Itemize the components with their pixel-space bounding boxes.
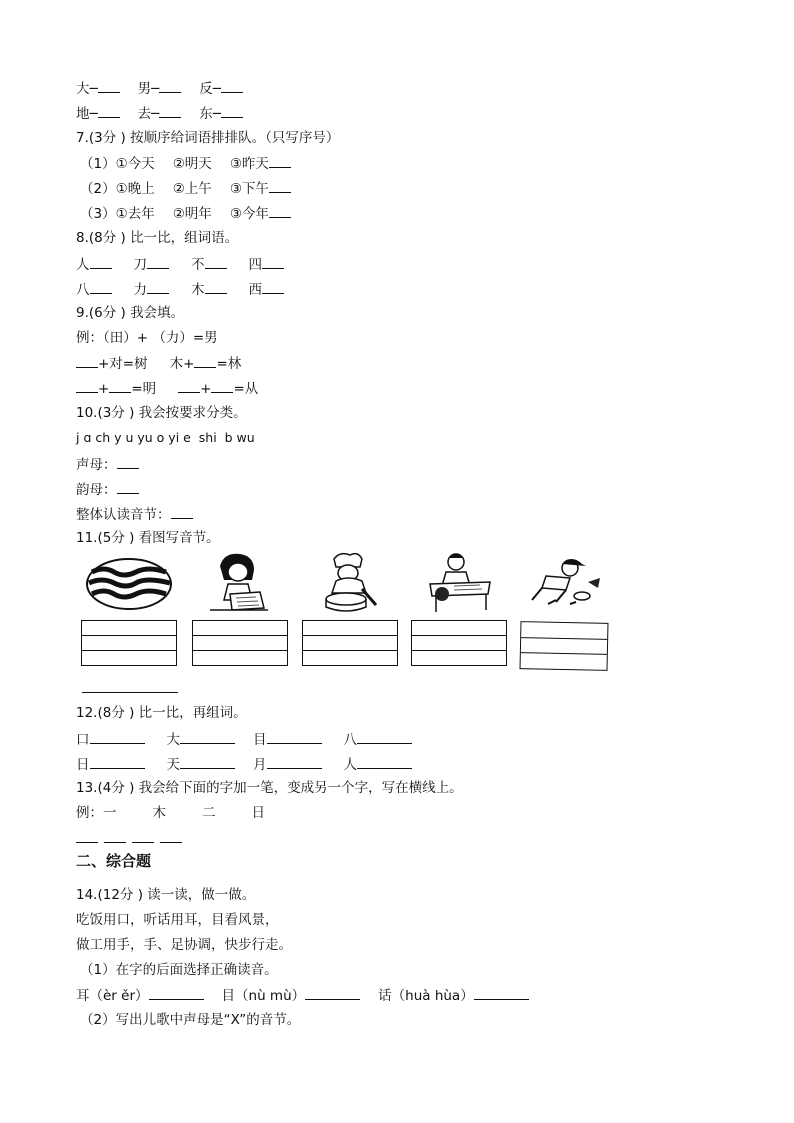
answer-blank[interactable] — [90, 729, 145, 744]
q14-choices: 耳（èr ěr） 目（nù mù） 话（huà hùa） — [76, 985, 529, 1006]
answer-blank[interactable] — [159, 103, 181, 118]
pinyin-writing-box[interactable] — [192, 620, 288, 666]
watermelon-icon — [84, 556, 174, 612]
top-row-2: 地─ 去─ 东─ — [76, 103, 243, 124]
q10-title: 10.(3分 ) 我会按要求分类。 — [76, 405, 247, 421]
q10-letters: j ɑ ch y u yu o yi e shi b wu — [76, 430, 255, 445]
answer-blank[interactable] — [221, 103, 243, 118]
pinyin-writing-box[interactable] — [302, 620, 398, 666]
q13-blanks — [76, 828, 182, 849]
answer-blank[interactable] — [221, 78, 243, 93]
answer-blank[interactable] — [109, 378, 131, 393]
q10-zhengti: 整体认读音节： — [76, 504, 193, 525]
pinyin-writing-box[interactable] — [520, 621, 609, 671]
q9-row-1: +对=树 木+ =林 — [76, 353, 241, 374]
top-row-1: 大─ 男─ 反─ — [76, 78, 243, 99]
answer-blank[interactable] — [305, 985, 360, 1000]
q12-row-2: 日 天 月 人 — [76, 754, 412, 775]
answer-blank[interactable] — [76, 378, 98, 393]
q14-poem-line-2: 做工用手，手、足协调，快步行走。 — [76, 937, 292, 953]
answer-blank[interactable] — [267, 754, 322, 769]
answer-blank[interactable] — [90, 279, 112, 294]
q11-title: 11.(5分 ) 看图写音节。 — [76, 530, 220, 546]
pinyin-writing-box[interactable] — [411, 620, 507, 666]
answer-blank[interactable] — [180, 754, 235, 769]
q7-title: 7.(3分 ) 按顺序给词语排排队。（只写序号） — [76, 130, 340, 146]
answer-blank[interactable] — [160, 828, 182, 843]
answer-blank[interactable] — [159, 78, 181, 93]
section-title: 二、综合题 — [76, 852, 152, 870]
answer-blank[interactable] — [104, 828, 126, 843]
q14-title: 14.(12分 ) 读一读，做一做。 — [76, 887, 256, 903]
answer-blank[interactable] — [149, 985, 204, 1000]
q7-item-3: （3）①去年 ②明年 ③今年 — [80, 203, 291, 224]
boy-desk-icon — [424, 550, 496, 614]
q13-title: 13.(4分 ) 我会给下面的字加一笔，变成另一个字，写在横线上。 — [76, 780, 463, 796]
answer-blank[interactable] — [205, 279, 227, 294]
q8-title: 8.(8分 ) 比一比，组词语。 — [76, 230, 239, 246]
answer-blank[interactable] — [211, 378, 233, 393]
answer-blank[interactable] — [90, 254, 112, 269]
answer-blank[interactable] — [180, 729, 235, 744]
chef-drum-icon — [318, 549, 382, 615]
q12-row-1: 口 大 目 八 — [76, 729, 412, 750]
q14-poem-line-1: 吃饭用口，听话用耳，目看风景， — [76, 912, 279, 928]
answer-blank[interactable] — [262, 279, 284, 294]
answer-blank[interactable] — [147, 279, 169, 294]
q7-item-2: （2）①晚上 ②上午 ③下午 — [80, 178, 291, 199]
answer-blank[interactable] — [357, 729, 412, 744]
answer-blank[interactable] — [269, 178, 291, 193]
answer-blank[interactable] — [357, 754, 412, 769]
answer-blank[interactable] — [117, 454, 139, 469]
answer-blank[interactable] — [171, 504, 193, 519]
answer-blank[interactable] — [76, 353, 98, 368]
q14-sub-2: （2）写出儿歌中声母是“X”的音节。 — [80, 1012, 301, 1028]
answer-blank[interactable] — [205, 254, 227, 269]
answer-blank[interactable] — [262, 254, 284, 269]
answer-blank[interactable] — [90, 754, 145, 769]
q9-example: 例：（田）+ （力）=男 — [76, 330, 218, 346]
answer-blank[interactable] — [269, 153, 291, 168]
answer-blank[interactable] — [269, 203, 291, 218]
pinyin-writing-box[interactable] — [81, 620, 177, 666]
answer-blank[interactable] — [132, 828, 154, 843]
q8-row-2: 八 力 木 西 — [76, 279, 284, 300]
boy-crawling-icon — [526, 556, 606, 612]
answer-blank[interactable] — [147, 254, 169, 269]
q10-yunmu: 韵母： — [76, 479, 139, 500]
q7-item-1: （1）①今天 ②明天 ③昨天 — [80, 153, 291, 174]
q12-title: 12.(8分 ) 比一比，再组词。 — [76, 705, 247, 721]
answer-blank[interactable] — [194, 353, 216, 368]
q9-row-2: + =明 + =从 — [76, 378, 258, 399]
answer-blank[interactable] — [117, 479, 139, 494]
q8-row-1: 人 刀 不 四 — [76, 254, 284, 275]
answer-blank[interactable] — [474, 985, 529, 1000]
answer-line[interactable] — [82, 692, 178, 693]
answer-blank[interactable] — [98, 78, 120, 93]
girl-writing-icon — [206, 550, 270, 614]
answer-blank[interactable] — [76, 828, 98, 843]
q9-title: 9.(6分 ) 我会填。 — [76, 305, 185, 321]
answer-blank[interactable] — [98, 103, 120, 118]
answer-blank[interactable] — [267, 729, 322, 744]
q13-chars: 例：一 木 二 日 — [76, 805, 265, 821]
q14-sub-1: （1）在字的后面选择正确读音。 — [80, 962, 278, 978]
answer-blank[interactable] — [178, 378, 200, 393]
q10-shengmu: 声母： — [76, 454, 139, 475]
